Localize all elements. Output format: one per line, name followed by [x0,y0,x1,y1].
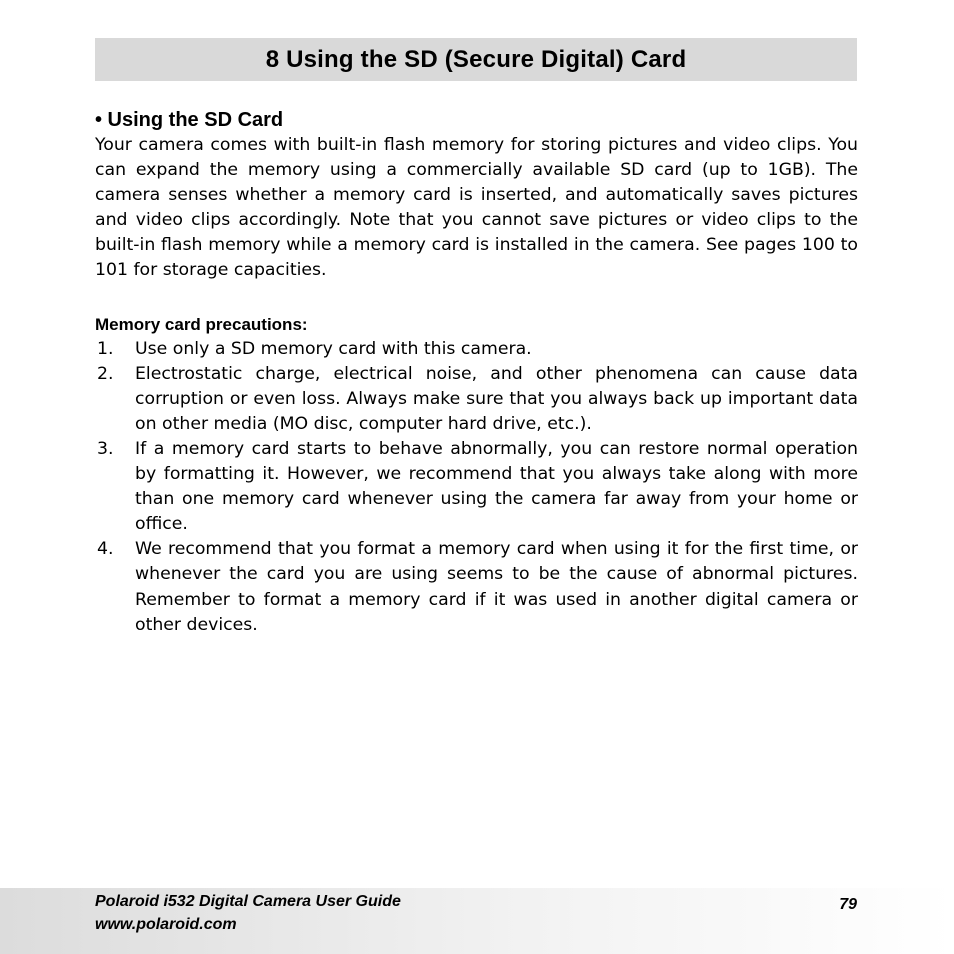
chapter-title-bar [95,38,857,81]
precautions-list [95,337,858,638]
list-item-text: We recommend that you format a memory card when using it for the first time, or whenever the card you are using seems to be the cause of abnormal pictures. Remember to format a memory card if it was used in another digital camera or other devices. [135,539,858,635]
page-number: 79 [839,896,857,913]
list-item [95,537,858,637]
list-item-number: 3. [97,438,114,459]
list-item-number: 2. [97,363,114,384]
list-item-text: If a memory card starts to behave abnormally, you can restore normal operation by formatting it. However, we recommend that you always take along with more than one memory card whenever using the camera far away from your home or office. [135,438,858,535]
footer-guide-title: Polaroid i532 Digital Camera User Guide [95,893,401,910]
list-item-text: Use only a SD memory card with this camera. [135,338,532,359]
intro-paragraph: Your camera comes with built-in flash memory for storing pictures and video clips. You can expand the memory using a commercially available SD card (up to 1GB). The camera senses whether a memory card is inserted, and automatically saves pictures and video clips accordingly. Note that you cannot save pictures or video clips to the built-in flash memory while a memory card is installed in the camera. See pages 100 to 101 for storage capacities. [95,135,858,281]
footer-website: www.polaroid.com [95,916,237,933]
footer-info [95,890,401,936]
precautions-heading: Memory card precautions: [95,314,308,334]
list-item [95,362,858,437]
list-item-number: 4. [97,539,114,560]
list-item [95,337,858,362]
chapter-title: 8 Using the SD (Secure Digital) Card [265,45,687,73]
list-item [95,437,858,537]
section-heading: • Using the SD Card [95,109,284,131]
list-item-text: Electrostatic charge, electrical noise, and other phenomena can cause data corruption or even loss. Always make sure that you always back up important data on other media (MO disc, computer hard drive, etc.). [135,363,858,434]
list-item-number: 1. [97,338,114,359]
page-content [95,108,858,638]
